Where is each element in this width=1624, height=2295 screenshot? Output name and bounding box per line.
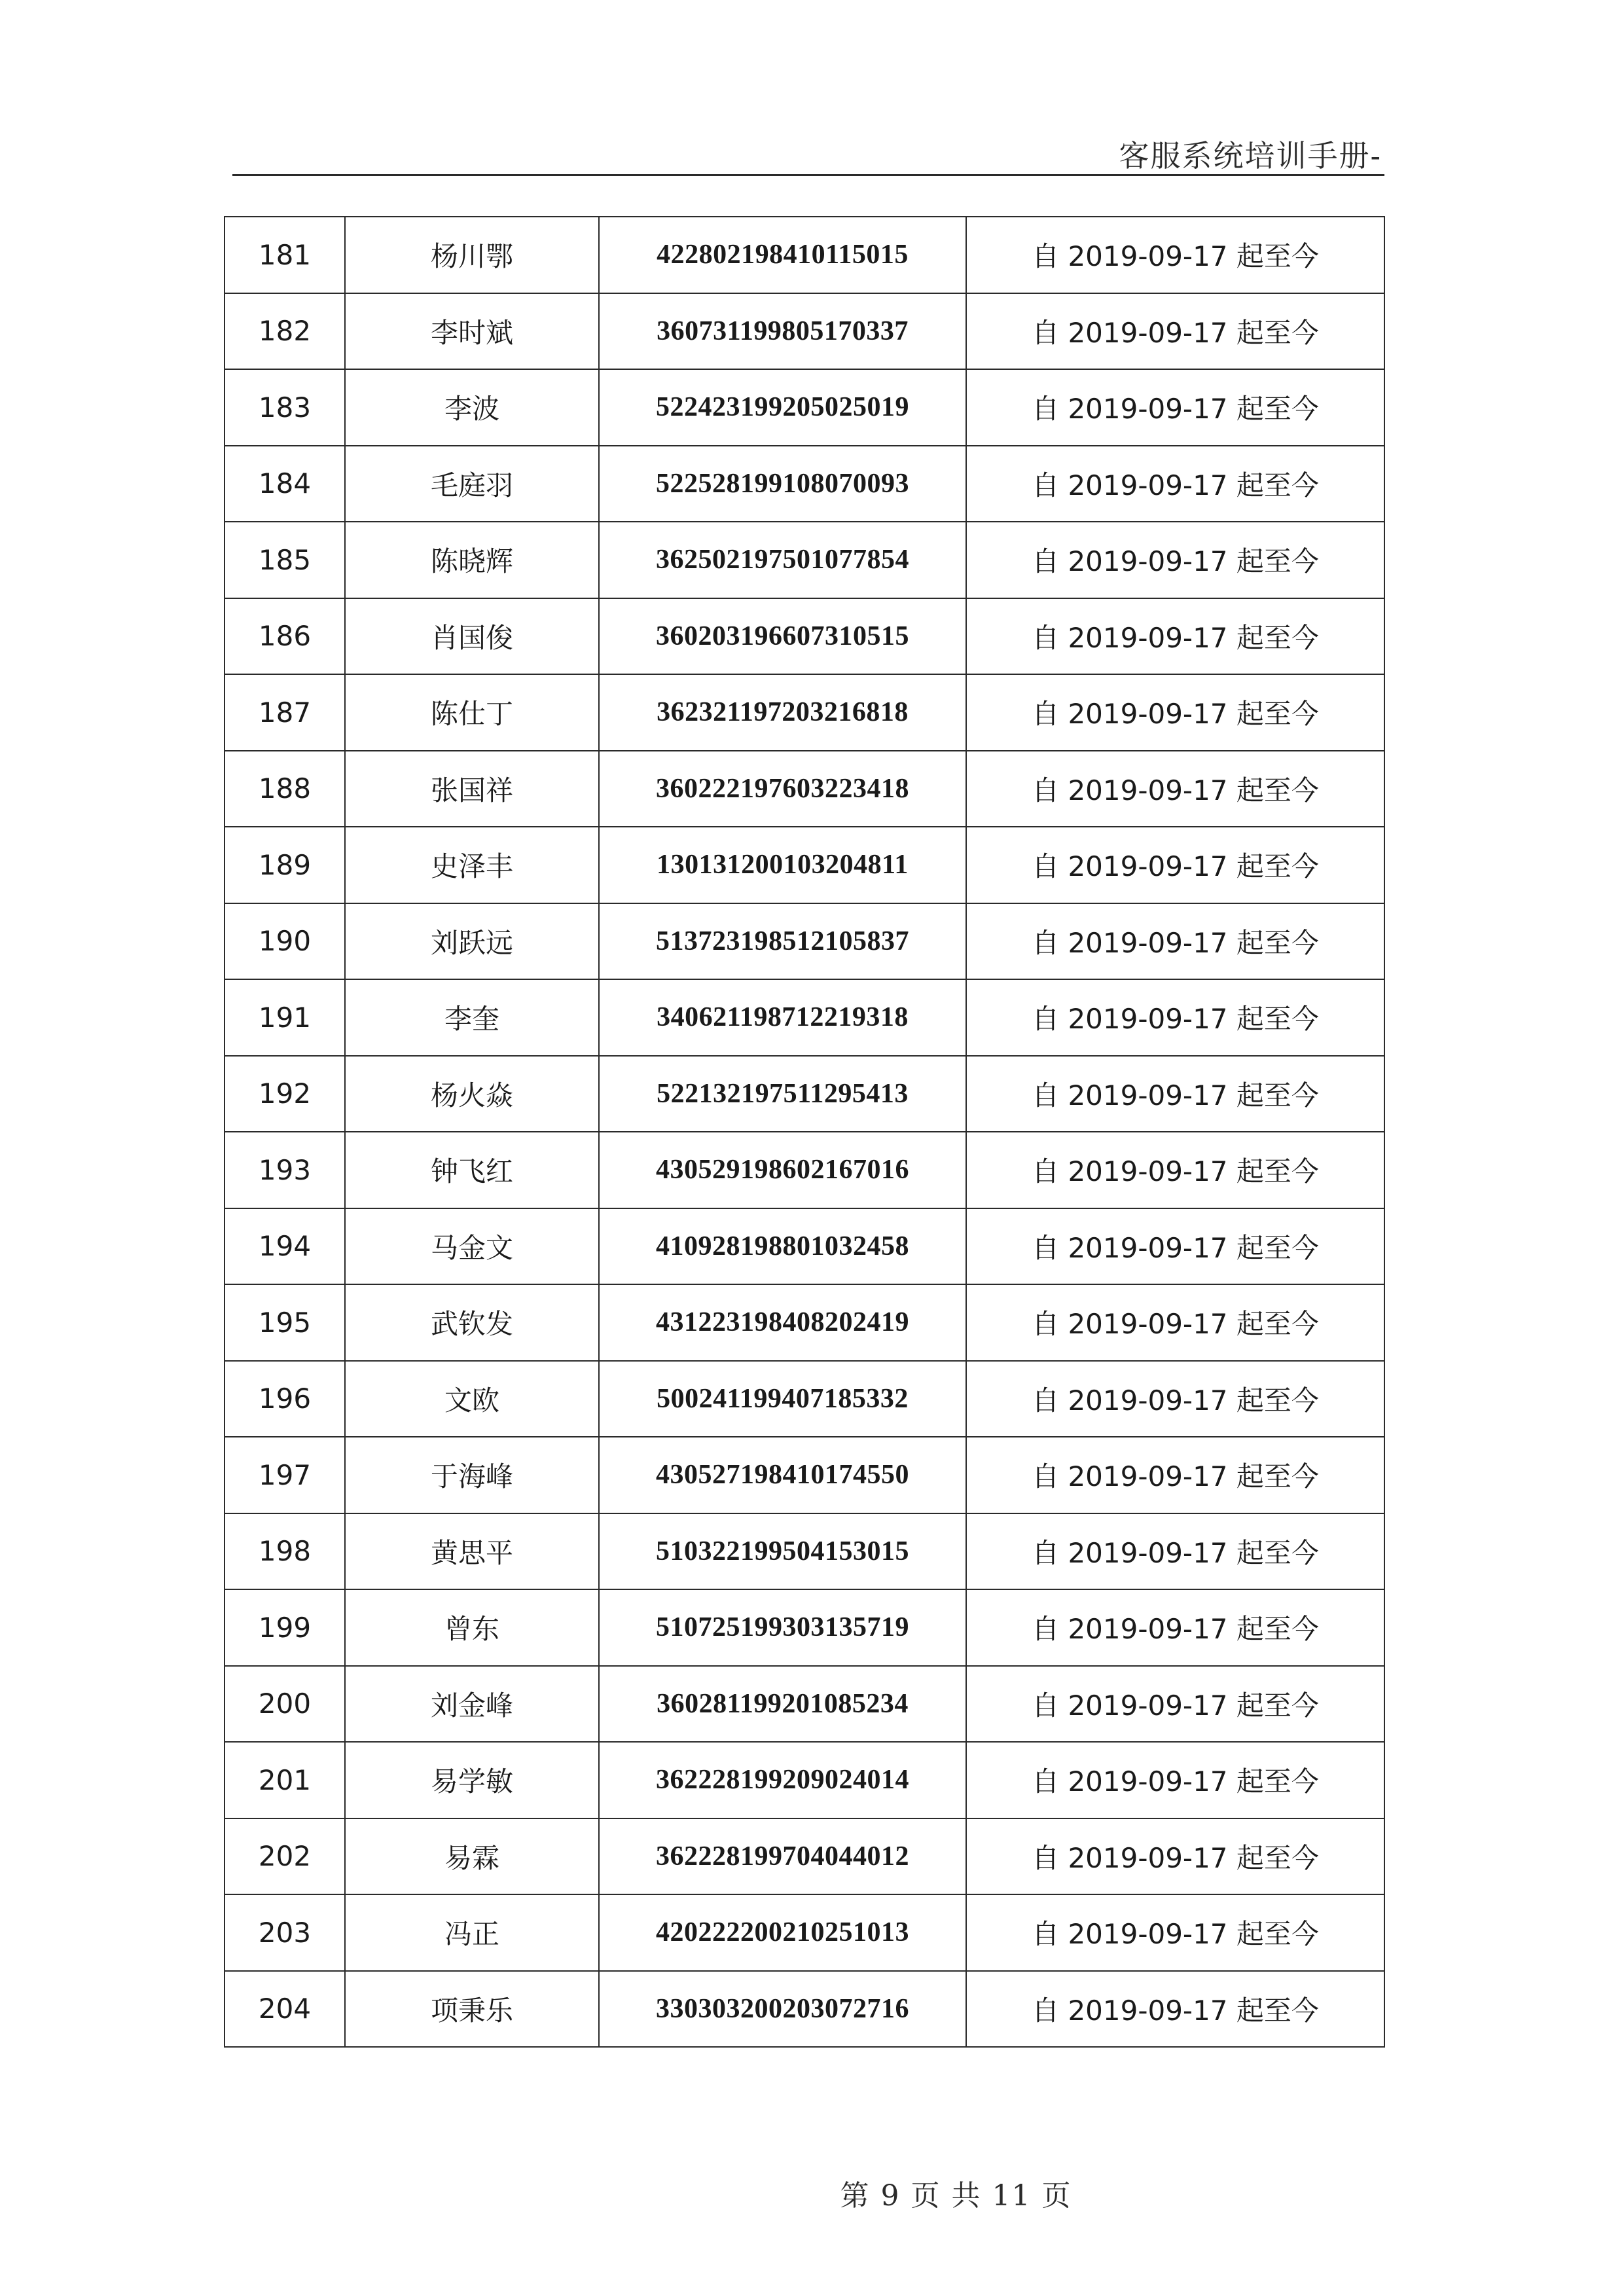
period-cell: 自 2019-09-17 起至今 [966,369,1384,446]
period-cell: 自 2019-09-17 起至今 [966,1132,1384,1208]
row-number-cell: 203 [225,1894,345,1971]
table-row [225,522,1384,598]
table-row [225,369,1384,446]
period-cell: 自 2019-09-17 起至今 [966,903,1384,980]
table-row [225,1056,1384,1132]
table-row [225,446,1384,522]
person-name-cell: 李奎 [345,979,599,1056]
row-number-cell: 202 [225,1818,345,1895]
period-cell: 自 2019-09-17 起至今 [966,1742,1384,1818]
id-number-cell: 362228199209024014 [599,1742,966,1818]
table-row [225,1818,1384,1895]
personnel-table [224,216,1385,2048]
table-row [225,1589,1384,1666]
person-name-cell: 李时斌 [345,293,599,370]
table-row [225,1742,1384,1818]
period-cell: 自 2019-09-17 起至今 [966,217,1384,293]
row-number-cell: 194 [225,1208,345,1285]
table-row [225,1132,1384,1208]
table-row [225,1284,1384,1361]
person-name-cell: 刘跃远 [345,903,599,980]
row-number-cell: 191 [225,979,345,1056]
id-number-cell: 510322199504153015 [599,1513,966,1590]
period-cell: 自 2019-09-17 起至今 [966,1971,1384,2048]
id-number-cell: 362321197203216818 [599,674,966,751]
person-name-cell: 张国祥 [345,751,599,827]
period-cell: 自 2019-09-17 起至今 [966,293,1384,370]
period-cell: 自 2019-09-17 起至今 [966,827,1384,903]
table-row [225,293,1384,370]
id-number-cell: 422802198410115015 [599,217,966,293]
person-name-cell: 马金文 [345,1208,599,1285]
id-number-cell: 522423199205025019 [599,369,966,446]
id-number-cell: 430527198410174550 [599,1437,966,1513]
table-row [225,1437,1384,1513]
table-row [225,979,1384,1056]
page-number: 第 9 页 共 11 页 [840,2179,1072,2213]
period-cell: 自 2019-09-17 起至今 [966,1513,1384,1590]
table-row [225,1513,1384,1590]
person-name-cell: 史泽丰 [345,827,599,903]
period-cell: 自 2019-09-17 起至今 [966,522,1384,598]
id-number-cell: 522528199108070093 [599,446,966,522]
period-cell: 自 2019-09-17 起至今 [966,1894,1384,1971]
id-number-cell: 513723198512105837 [599,903,966,980]
row-number-cell: 192 [225,1056,345,1132]
row-number-cell: 185 [225,522,345,598]
row-number-cell: 181 [225,217,345,293]
table-row [225,1971,1384,2048]
person-name-cell: 于海峰 [345,1437,599,1513]
id-number-cell: 360203196607310515 [599,598,966,675]
id-number-cell: 362228199704044012 [599,1818,966,1895]
table-row [225,598,1384,675]
row-number-cell: 193 [225,1132,345,1208]
table-row [225,903,1384,980]
id-number-cell: 130131200103204811 [599,827,966,903]
row-number-cell: 182 [225,293,345,370]
table-row [225,1666,1384,1743]
table-row [225,751,1384,827]
row-number-cell: 201 [225,1742,345,1818]
row-number-cell: 204 [225,1971,345,2048]
header-divider [232,174,1384,176]
person-name-cell: 刘金峰 [345,1666,599,1743]
row-number-cell: 195 [225,1284,345,1361]
period-cell: 自 2019-09-17 起至今 [966,1589,1384,1666]
person-name-cell: 钟飞红 [345,1132,599,1208]
person-name-cell: 李波 [345,369,599,446]
row-number-cell: 198 [225,1513,345,1590]
person-name-cell: 杨川鄂 [345,217,599,293]
row-number-cell: 200 [225,1666,345,1743]
period-cell: 自 2019-09-17 起至今 [966,1361,1384,1437]
row-number-cell: 184 [225,446,345,522]
id-number-cell: 330303200203072716 [599,1971,966,2048]
period-cell: 自 2019-09-17 起至今 [966,674,1384,751]
id-number-cell: 340621198712219318 [599,979,966,1056]
period-cell: 自 2019-09-17 起至今 [966,446,1384,522]
period-cell: 自 2019-09-17 起至今 [966,1284,1384,1361]
row-number-cell: 183 [225,369,345,446]
table-row [225,1361,1384,1437]
row-number-cell: 197 [225,1437,345,1513]
id-number-cell: 360222197603223418 [599,751,966,827]
table-row [225,1208,1384,1285]
row-number-cell: 186 [225,598,345,675]
table-row [225,1894,1384,1971]
period-cell: 自 2019-09-17 起至今 [966,751,1384,827]
row-number-cell: 199 [225,1589,345,1666]
person-name-cell: 易学敏 [345,1742,599,1818]
table-row [225,217,1384,293]
period-cell: 自 2019-09-17 起至今 [966,598,1384,675]
person-name-cell: 项秉乐 [345,1971,599,2048]
period-cell: 自 2019-09-17 起至今 [966,1437,1384,1513]
row-number-cell: 190 [225,903,345,980]
person-name-cell: 肖国俊 [345,598,599,675]
id-number-cell: 360731199805170337 [599,293,966,370]
id-number-cell: 522132197511295413 [599,1056,966,1132]
row-number-cell: 187 [225,674,345,751]
period-cell: 自 2019-09-17 起至今 [966,1208,1384,1285]
personnel-table-body [225,217,1384,2047]
person-name-cell: 武钦发 [345,1284,599,1361]
person-name-cell: 杨火焱 [345,1056,599,1132]
id-number-cell: 420222200210251013 [599,1894,966,1971]
table-row [225,827,1384,903]
period-cell: 自 2019-09-17 起至今 [966,979,1384,1056]
person-name-cell: 冯正 [345,1894,599,1971]
id-number-cell: 410928198801032458 [599,1208,966,1285]
id-number-cell: 500241199407185332 [599,1361,966,1437]
person-name-cell: 曾东 [345,1589,599,1666]
id-number-cell: 430529198602167016 [599,1132,966,1208]
table-row [225,674,1384,751]
row-number-cell: 189 [225,827,345,903]
row-number-cell: 196 [225,1361,345,1437]
period-cell: 自 2019-09-17 起至今 [966,1818,1384,1895]
row-number-cell: 188 [225,751,345,827]
id-number-cell: 431223198408202419 [599,1284,966,1361]
id-number-cell: 362502197501077854 [599,522,966,598]
period-cell: 自 2019-09-17 起至今 [966,1666,1384,1743]
person-name-cell: 陈晓辉 [345,522,599,598]
person-name-cell: 文欧 [345,1361,599,1437]
id-number-cell: 360281199201085234 [599,1666,966,1743]
person-name-cell: 黄思平 [345,1513,599,1590]
period-cell: 自 2019-09-17 起至今 [966,1056,1384,1132]
person-name-cell: 易霖 [345,1818,599,1895]
id-number-cell: 510725199303135719 [599,1589,966,1666]
person-name-cell: 毛庭羽 [345,446,599,522]
person-name-cell: 陈仕丁 [345,674,599,751]
document-header-title: 客服系统培训手册- [1119,138,1382,173]
